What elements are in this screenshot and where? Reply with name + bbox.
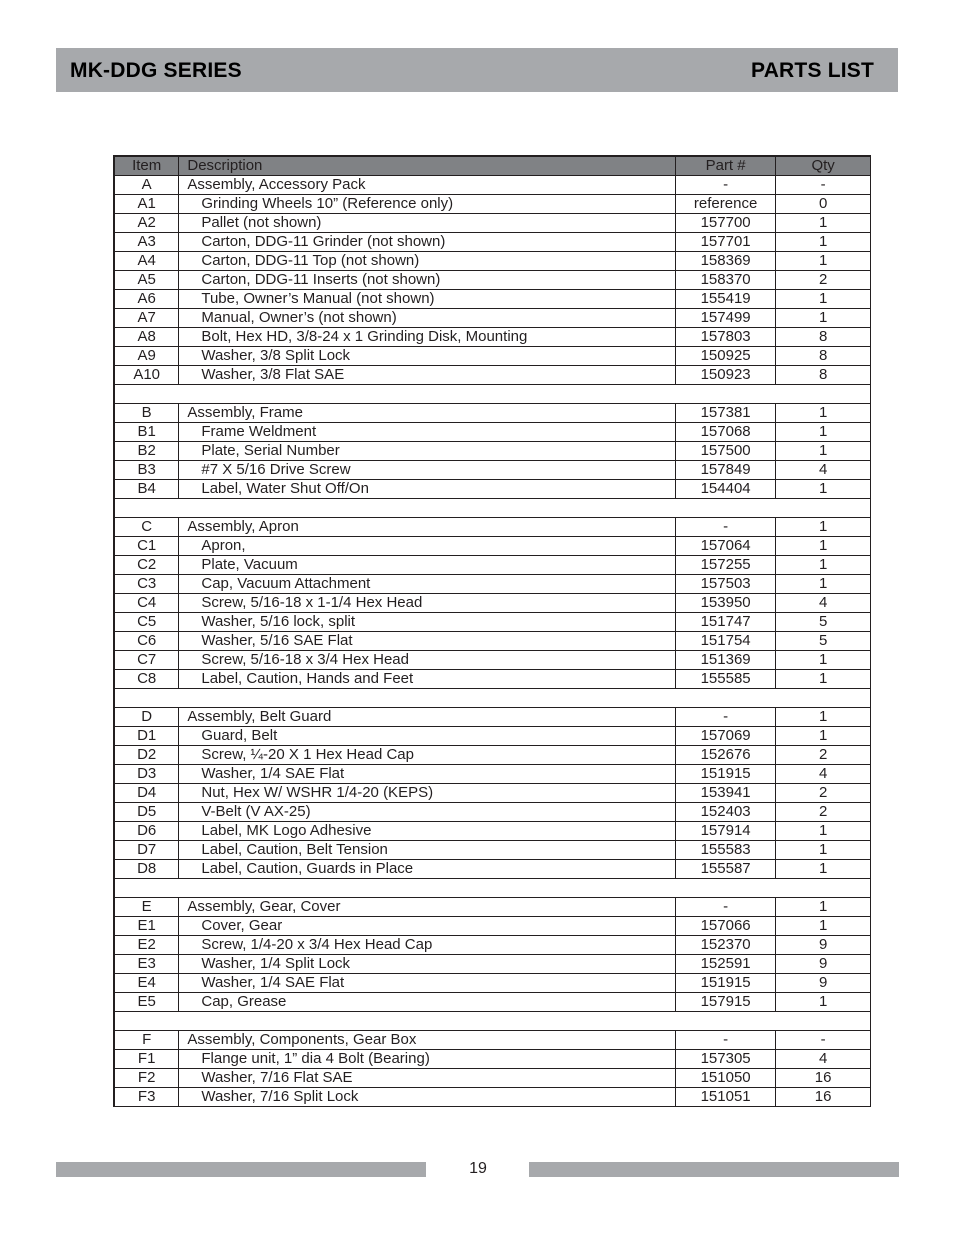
part-number-cell: 157915 bbox=[675, 993, 775, 1012]
table-row bbox=[114, 1050, 871, 1069]
description-cell bbox=[179, 974, 676, 993]
part-number-cell: 151915 bbox=[675, 974, 775, 993]
qty-cell: 0 bbox=[776, 195, 871, 214]
qty-cell: 1 bbox=[776, 651, 871, 670]
table-row bbox=[114, 651, 871, 670]
part-number-cell: 157064 bbox=[675, 537, 775, 556]
table-row bbox=[114, 841, 871, 860]
part-number-cell: - bbox=[675, 518, 775, 537]
description-cell bbox=[179, 290, 676, 309]
description-text: Nut, Hex W/ WSHR 1/4-20 (KEPS) bbox=[201, 784, 434, 801]
part-number-cell: 152591 bbox=[675, 955, 775, 974]
table-row bbox=[114, 727, 871, 746]
part-number-cell: 157499 bbox=[675, 309, 775, 328]
table-row bbox=[114, 176, 871, 195]
table-row bbox=[114, 556, 871, 575]
table-row bbox=[114, 575, 871, 594]
description-cell bbox=[179, 1050, 676, 1069]
qty-cell: 1 bbox=[776, 708, 871, 727]
description-text: Label, MK Logo Adhesive bbox=[201, 822, 372, 839]
qty-cell: 4 bbox=[776, 594, 871, 613]
item-cell: E bbox=[114, 898, 179, 917]
spacer-row bbox=[114, 499, 871, 518]
spacer-row bbox=[114, 385, 871, 404]
item-cell: A7 bbox=[114, 309, 179, 328]
part-number-cell: 151915 bbox=[675, 765, 775, 784]
qty-cell: 1 bbox=[776, 898, 871, 917]
item-cell: B2 bbox=[114, 442, 179, 461]
description-cell bbox=[179, 1069, 676, 1088]
description-cell bbox=[179, 480, 676, 499]
table-row bbox=[114, 347, 871, 366]
qty-cell: 1 bbox=[776, 214, 871, 233]
description-cell bbox=[179, 632, 676, 651]
description-cell bbox=[179, 803, 676, 822]
description-cell bbox=[179, 252, 676, 271]
item-cell: C3 bbox=[114, 575, 179, 594]
part-number-cell: 150925 bbox=[675, 347, 775, 366]
description-cell bbox=[179, 233, 676, 252]
description-cell bbox=[179, 594, 676, 613]
part-number-cell: reference bbox=[675, 195, 775, 214]
description-text: Washer, 3/8 Flat SAE bbox=[201, 366, 345, 383]
table-row bbox=[114, 271, 871, 290]
item-cell: E5 bbox=[114, 993, 179, 1012]
item-cell: A10 bbox=[114, 366, 179, 385]
description-text: Screw, ¼-20 X 1 Hex Head Cap bbox=[201, 746, 414, 763]
description-cell: Assembly, Belt Guard bbox=[179, 708, 676, 727]
part-number-cell: 154404 bbox=[675, 480, 775, 499]
part-number-cell: 155585 bbox=[675, 670, 775, 689]
description-text: Plate, Serial Number bbox=[201, 442, 340, 459]
table-row bbox=[114, 404, 871, 423]
qty-cell: 1 bbox=[776, 537, 871, 556]
table-row bbox=[114, 974, 871, 993]
qty-cell: 1 bbox=[776, 670, 871, 689]
description-text: Pallet (not shown) bbox=[201, 214, 322, 231]
description-cell bbox=[179, 955, 676, 974]
part-number-cell: - bbox=[675, 708, 775, 727]
column-header-description: Description bbox=[179, 156, 676, 176]
part-number-cell: 155419 bbox=[675, 290, 775, 309]
description-text: Washer, 1/4 SAE Flat bbox=[201, 974, 345, 991]
description-text: Screw, 5/16-18 x 3/4 Hex Head bbox=[201, 651, 409, 668]
part-number-cell: 158369 bbox=[675, 252, 775, 271]
description-cell bbox=[179, 556, 676, 575]
description-cell bbox=[179, 442, 676, 461]
table-row bbox=[114, 765, 871, 784]
item-cell: C8 bbox=[114, 670, 179, 689]
item-cell: A bbox=[114, 176, 179, 195]
qty-cell: 1 bbox=[776, 252, 871, 271]
item-cell: C7 bbox=[114, 651, 179, 670]
page-number: 19 bbox=[469, 1160, 487, 1177]
item-cell: D6 bbox=[114, 822, 179, 841]
table-row bbox=[114, 803, 871, 822]
item-cell: A2 bbox=[114, 214, 179, 233]
item-cell: C bbox=[114, 518, 179, 537]
description-cell bbox=[179, 347, 676, 366]
table-row bbox=[114, 290, 871, 309]
item-cell: A8 bbox=[114, 328, 179, 347]
description-text: Cap, Vacuum Attachment bbox=[201, 575, 371, 592]
qty-cell: - bbox=[776, 176, 871, 195]
part-number-cell: 152676 bbox=[675, 746, 775, 765]
part-number-cell: 151369 bbox=[675, 651, 775, 670]
qty-cell: 16 bbox=[776, 1088, 871, 1107]
table-row bbox=[114, 480, 871, 499]
qty-cell: 1 bbox=[776, 233, 871, 252]
description-cell bbox=[179, 727, 676, 746]
description-text: Washer, 7/16 Split Lock bbox=[201, 1088, 359, 1105]
qty-cell: 1 bbox=[776, 727, 871, 746]
part-number-cell: 152370 bbox=[675, 936, 775, 955]
description-cell: Assembly, Components, Gear Box bbox=[179, 1031, 676, 1050]
description-text: Label, Caution, Hands and Feet bbox=[201, 670, 414, 687]
part-number-cell: 151747 bbox=[675, 613, 775, 632]
item-cell: A5 bbox=[114, 271, 179, 290]
description-cell bbox=[179, 613, 676, 632]
table-row bbox=[114, 366, 871, 385]
qty-cell: 1 bbox=[776, 309, 871, 328]
item-cell: D3 bbox=[114, 765, 179, 784]
part-number-cell: 155583 bbox=[675, 841, 775, 860]
table-header-row bbox=[114, 156, 871, 176]
item-cell: C6 bbox=[114, 632, 179, 651]
item-cell: E4 bbox=[114, 974, 179, 993]
part-number-cell: 157849 bbox=[675, 461, 775, 480]
qty-cell: 1 bbox=[776, 442, 871, 461]
item-cell: F1 bbox=[114, 1050, 179, 1069]
description-cell bbox=[179, 746, 676, 765]
description-text: Label, Caution, Belt Tension bbox=[201, 841, 388, 858]
qty-cell: 1 bbox=[776, 290, 871, 309]
section-title: PARTS LIST bbox=[751, 59, 874, 82]
qty-cell: 1 bbox=[776, 917, 871, 936]
part-number-cell: 153950 bbox=[675, 594, 775, 613]
part-number-cell: 157914 bbox=[675, 822, 775, 841]
qty-cell: 16 bbox=[776, 1069, 871, 1088]
table-row bbox=[114, 442, 871, 461]
part-number-cell: 157068 bbox=[675, 423, 775, 442]
description-text: Cover, Gear bbox=[201, 917, 283, 934]
description-text: Label, Caution, Guards in Place bbox=[201, 860, 414, 877]
footer-bar-right bbox=[529, 1162, 899, 1177]
description-text: Plate, Vacuum bbox=[201, 556, 298, 573]
item-cell: C1 bbox=[114, 537, 179, 556]
part-number-cell: 151051 bbox=[675, 1088, 775, 1107]
qty-cell: 5 bbox=[776, 632, 871, 651]
item-cell: B3 bbox=[114, 461, 179, 480]
part-number-cell: 157803 bbox=[675, 328, 775, 347]
qty-cell: 9 bbox=[776, 955, 871, 974]
item-cell: A6 bbox=[114, 290, 179, 309]
description-text: Washer, 1/4 Split Lock bbox=[201, 955, 351, 972]
table-row bbox=[114, 632, 871, 651]
description-text: Washer, 1/4 SAE Flat bbox=[201, 765, 345, 782]
description-text: Cap, Grease bbox=[201, 993, 287, 1010]
spacer-cell bbox=[114, 499, 871, 518]
description-text: Apron, bbox=[201, 537, 246, 554]
part-number-cell: - bbox=[675, 176, 775, 195]
description-text: Washer, 5/16 lock, split bbox=[201, 613, 356, 630]
part-number-cell: 158370 bbox=[675, 271, 775, 290]
description-text: Carton, DDG-11 Top (not shown) bbox=[201, 252, 420, 269]
description-text: Screw, 5/16-18 x 1-1/4 Hex Head bbox=[201, 594, 423, 611]
description-text: Screw, 1/4-20 x 3/4 Hex Head Cap bbox=[201, 936, 433, 953]
description-text: Tube, Owner’s Manual (not shown) bbox=[201, 290, 435, 307]
table-row bbox=[114, 898, 871, 917]
qty-cell: 1 bbox=[776, 556, 871, 575]
spacer-cell bbox=[114, 689, 871, 708]
column-header-qty: Qty bbox=[776, 156, 871, 176]
part-number-cell: 153941 bbox=[675, 784, 775, 803]
table-row bbox=[114, 993, 871, 1012]
qty-cell: 2 bbox=[776, 803, 871, 822]
description-text: Manual, Owner’s (not shown) bbox=[201, 309, 397, 326]
description-cell: Assembly, Gear, Cover bbox=[179, 898, 676, 917]
table-row bbox=[114, 1069, 871, 1088]
table-row bbox=[114, 936, 871, 955]
qty-cell: 9 bbox=[776, 936, 871, 955]
table-row bbox=[114, 195, 871, 214]
item-cell: C5 bbox=[114, 613, 179, 632]
qty-cell: - bbox=[776, 1031, 871, 1050]
item-cell: B1 bbox=[114, 423, 179, 442]
table-row bbox=[114, 537, 871, 556]
table-row bbox=[114, 252, 871, 271]
item-cell: D8 bbox=[114, 860, 179, 879]
description-cell bbox=[179, 917, 676, 936]
table-row bbox=[114, 746, 871, 765]
spacer-row bbox=[114, 879, 871, 898]
item-cell: B bbox=[114, 404, 179, 423]
table-row bbox=[114, 1088, 871, 1107]
item-cell: A9 bbox=[114, 347, 179, 366]
table-row bbox=[114, 233, 871, 252]
header-bar bbox=[56, 48, 898, 92]
item-cell: B4 bbox=[114, 480, 179, 499]
part-number-cell: 157305 bbox=[675, 1050, 775, 1069]
description-text: Label, Water Shut Off/On bbox=[201, 480, 369, 497]
description-text: #7 X 5/16 Drive Screw bbox=[201, 461, 351, 478]
description-cell bbox=[179, 651, 676, 670]
item-cell: F2 bbox=[114, 1069, 179, 1088]
description-cell bbox=[179, 461, 676, 480]
part-number-cell: 157381 bbox=[675, 404, 775, 423]
item-cell: E1 bbox=[114, 917, 179, 936]
footer-bar-left bbox=[56, 1162, 426, 1177]
description-text: Flange unit, 1” dia 4 Bolt (Bearing) bbox=[201, 1050, 430, 1067]
part-number-cell: 157255 bbox=[675, 556, 775, 575]
item-cell: D7 bbox=[114, 841, 179, 860]
item-cell: A1 bbox=[114, 195, 179, 214]
part-number-cell: - bbox=[675, 1031, 775, 1050]
qty-cell: 1 bbox=[776, 822, 871, 841]
spacer-row bbox=[114, 689, 871, 708]
column-header-part: Part # bbox=[675, 156, 775, 176]
description-cell bbox=[179, 936, 676, 955]
description-cell bbox=[179, 214, 676, 233]
item-cell: A3 bbox=[114, 233, 179, 252]
table-row bbox=[114, 309, 871, 328]
description-cell bbox=[179, 670, 676, 689]
item-cell: D1 bbox=[114, 727, 179, 746]
description-cell bbox=[179, 822, 676, 841]
description-cell bbox=[179, 784, 676, 803]
table-row bbox=[114, 594, 871, 613]
item-cell: D2 bbox=[114, 746, 179, 765]
item-cell: A4 bbox=[114, 252, 179, 271]
description-cell: Assembly, Accessory Pack bbox=[179, 176, 676, 195]
description-cell bbox=[179, 765, 676, 784]
item-cell: D5 bbox=[114, 803, 179, 822]
qty-cell: 5 bbox=[776, 613, 871, 632]
description-text: Grinding Wheels 10” (Reference only) bbox=[201, 195, 454, 212]
part-number-cell: 157701 bbox=[675, 233, 775, 252]
table-row bbox=[114, 518, 871, 537]
description-text: Frame Weldment bbox=[201, 423, 317, 440]
table-row bbox=[114, 423, 871, 442]
part-number-cell: 157500 bbox=[675, 442, 775, 461]
qty-cell: 1 bbox=[776, 423, 871, 442]
description-cell bbox=[179, 1088, 676, 1107]
description-cell bbox=[179, 537, 676, 556]
qty-cell: 1 bbox=[776, 860, 871, 879]
description-cell bbox=[179, 328, 676, 347]
description-cell bbox=[179, 271, 676, 290]
column-header-item: Item bbox=[114, 156, 179, 176]
part-number-cell: 151754 bbox=[675, 632, 775, 651]
part-number-cell: 157503 bbox=[675, 575, 775, 594]
table-row bbox=[114, 822, 871, 841]
qty-cell: 2 bbox=[776, 746, 871, 765]
qty-cell: 9 bbox=[776, 974, 871, 993]
spacer-cell bbox=[114, 1012, 871, 1031]
qty-cell: 8 bbox=[776, 347, 871, 366]
part-number-cell: 152403 bbox=[675, 803, 775, 822]
table-row bbox=[114, 461, 871, 480]
part-number-cell: 155587 bbox=[675, 860, 775, 879]
qty-cell: 4 bbox=[776, 1050, 871, 1069]
qty-cell: 1 bbox=[776, 518, 871, 537]
qty-cell: 1 bbox=[776, 404, 871, 423]
description-text: Carton, DDG-11 Inserts (not shown) bbox=[201, 271, 441, 288]
item-cell: F bbox=[114, 1031, 179, 1050]
qty-cell: 2 bbox=[776, 271, 871, 290]
table-row bbox=[114, 613, 871, 632]
description-cell bbox=[179, 993, 676, 1012]
item-cell: D bbox=[114, 708, 179, 727]
description-cell: Assembly, Frame bbox=[179, 404, 676, 423]
qty-cell: 1 bbox=[776, 575, 871, 594]
qty-cell: 1 bbox=[776, 993, 871, 1012]
description-text: Washer, 3/8 Split Lock bbox=[201, 347, 351, 364]
item-cell: E2 bbox=[114, 936, 179, 955]
part-number-cell: 151050 bbox=[675, 1069, 775, 1088]
part-number-cell: - bbox=[675, 898, 775, 917]
item-cell: E3 bbox=[114, 955, 179, 974]
spacer-cell bbox=[114, 385, 871, 404]
description-cell bbox=[179, 309, 676, 328]
description-text: Guard, Belt bbox=[201, 727, 278, 744]
part-number-cell: 157069 bbox=[675, 727, 775, 746]
part-number-cell: 157700 bbox=[675, 214, 775, 233]
spacer-cell bbox=[114, 879, 871, 898]
description-text: Washer, 5/16 SAE Flat bbox=[201, 632, 353, 649]
table-row bbox=[114, 328, 871, 347]
description-cell bbox=[179, 841, 676, 860]
item-cell: C2 bbox=[114, 556, 179, 575]
description-cell bbox=[179, 575, 676, 594]
description-text: Carton, DDG-11 Grinder (not shown) bbox=[201, 233, 446, 250]
table-row bbox=[114, 670, 871, 689]
table-row bbox=[114, 917, 871, 936]
item-cell: D4 bbox=[114, 784, 179, 803]
description-text: Bolt, Hex HD, 3/8-24 x 1 Grinding Disk, Mounting bbox=[201, 328, 528, 345]
description-text: V-Belt (V AX-25) bbox=[201, 803, 311, 820]
description-cell bbox=[179, 860, 676, 879]
item-cell: F3 bbox=[114, 1088, 179, 1107]
part-number-cell: 150923 bbox=[675, 366, 775, 385]
part-number-cell: 157066 bbox=[675, 917, 775, 936]
qty-cell: 8 bbox=[776, 366, 871, 385]
table-row bbox=[114, 214, 871, 233]
qty-cell: 1 bbox=[776, 841, 871, 860]
description-text: Washer, 7/16 Flat SAE bbox=[201, 1069, 353, 1086]
parts-table bbox=[113, 155, 871, 1107]
series-title: MK-DDG SERIES bbox=[70, 59, 242, 82]
qty-cell: 4 bbox=[776, 461, 871, 480]
qty-cell: 8 bbox=[776, 328, 871, 347]
table-row bbox=[114, 708, 871, 727]
table-row bbox=[114, 955, 871, 974]
item-cell: C4 bbox=[114, 594, 179, 613]
qty-cell: 2 bbox=[776, 784, 871, 803]
description-cell bbox=[179, 423, 676, 442]
description-cell bbox=[179, 195, 676, 214]
qty-cell: 4 bbox=[776, 765, 871, 784]
description-cell bbox=[179, 366, 676, 385]
parts-table-body bbox=[114, 176, 871, 1107]
description-cell: Assembly, Apron bbox=[179, 518, 676, 537]
table-row bbox=[114, 784, 871, 803]
table-row bbox=[114, 860, 871, 879]
table-row bbox=[114, 1031, 871, 1050]
spacer-row bbox=[114, 1012, 871, 1031]
qty-cell: 1 bbox=[776, 480, 871, 499]
